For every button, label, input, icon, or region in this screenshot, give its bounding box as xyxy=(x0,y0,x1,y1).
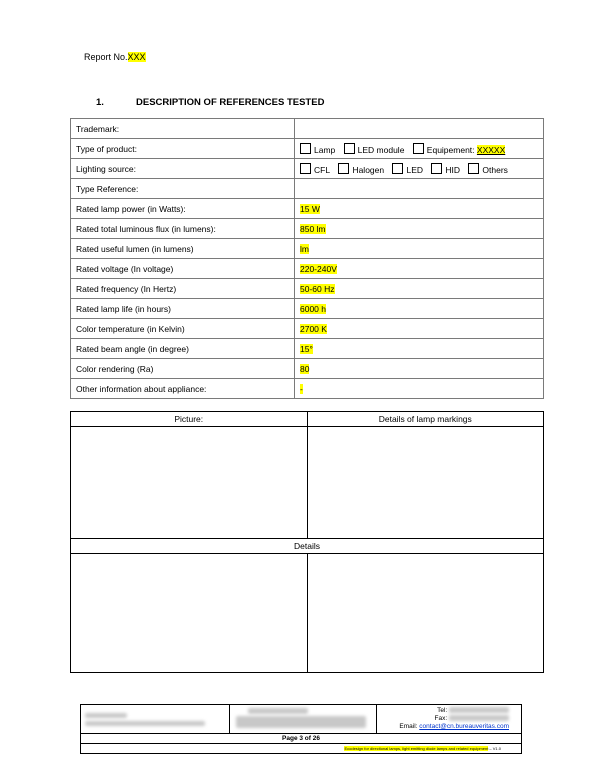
report-number-value: XXX xyxy=(127,52,146,62)
email-link[interactable]: contact@cn.bureauveritas.com xyxy=(419,723,509,730)
highlighted-value: 6000 h xyxy=(300,303,326,314)
section-number: 1. xyxy=(96,97,104,108)
table-row xyxy=(71,319,544,339)
reference-spec-table xyxy=(70,118,544,399)
table-row xyxy=(71,119,544,139)
document-title: Ecodesign for directional lamps, light emitting diode lamps and related equipment – V1.0 xyxy=(344,746,501,751)
checkbox-icon[interactable] xyxy=(431,163,442,174)
checkbox-icon[interactable] xyxy=(413,143,424,154)
page-footer xyxy=(80,704,522,754)
spec-label: Other information about appliance: xyxy=(71,379,295,399)
footer-company-cell xyxy=(230,705,377,733)
lamp-markings-area xyxy=(307,427,544,539)
tel-label: Tel: xyxy=(437,707,448,714)
lighting-option-cfl[interactable]: CFL xyxy=(300,165,330,175)
spec-label: Rated useful lumen (in lumens) xyxy=(71,239,295,259)
details-area-right xyxy=(307,554,544,673)
table-row xyxy=(71,239,544,259)
spec-label: Rated lamp life (in hours) xyxy=(71,299,295,319)
lighting-option-hid[interactable]: HID xyxy=(431,165,460,175)
report-number-label: Report No. xyxy=(84,52,128,62)
table-row xyxy=(71,219,544,239)
section-title: DESCRIPTION OF REFERENCES TESTED xyxy=(136,97,325,108)
type-reference-value xyxy=(295,179,544,199)
spec-label: Color temperature (in Kelvin) xyxy=(71,319,295,339)
product-type-label: Type of product: xyxy=(71,139,295,159)
lighting-option-led[interactable]: LED xyxy=(392,165,423,175)
table-row xyxy=(71,359,544,379)
spec-value xyxy=(295,239,544,259)
section-heading xyxy=(96,97,324,108)
spec-value xyxy=(295,379,544,399)
product-option-equipment[interactable]: Equipement: XXXXX xyxy=(413,145,505,155)
footer-contact-cell xyxy=(377,705,521,733)
product-option-led-module[interactable]: LED module xyxy=(344,145,405,155)
highlighted-value: 15° xyxy=(300,343,313,354)
report-number-line xyxy=(84,52,146,62)
spec-label: Rated total luminous flux (in lumens): xyxy=(71,219,295,239)
checkbox-icon[interactable] xyxy=(392,163,403,174)
highlighted-value: 80 xyxy=(300,363,310,374)
spec-value xyxy=(295,259,544,279)
spec-value xyxy=(295,219,544,239)
spec-label: Rated beam angle (in degree) xyxy=(71,339,295,359)
fax-label: Fax: xyxy=(434,715,448,722)
checkbox-icon[interactable] xyxy=(300,163,311,174)
trademark-label: Trademark: xyxy=(71,119,295,139)
lamp-markings-header: Details of lamp markings xyxy=(307,412,544,427)
email-label: Email: xyxy=(399,723,418,730)
spec-label: Rated lamp power (in Watts): xyxy=(71,199,295,219)
footer-address-cell xyxy=(81,705,230,733)
spec-value xyxy=(295,319,544,339)
checkbox-icon[interactable] xyxy=(300,143,311,154)
spec-value xyxy=(295,339,544,359)
picture-header: Picture: xyxy=(71,412,308,427)
highlighted-value: - xyxy=(300,383,303,394)
spec-label: Rated voltage (In voltage) xyxy=(71,259,295,279)
highlighted-value: 50-60 Hz xyxy=(300,283,335,294)
checkbox-icon[interactable] xyxy=(344,143,355,154)
type-reference-label: Type Reference: xyxy=(71,179,295,199)
product-option-lamp[interactable]: Lamp xyxy=(300,145,335,155)
details-header: Details xyxy=(71,539,544,554)
lighting-option-halogen[interactable]: Halogen xyxy=(338,165,384,175)
spec-value xyxy=(295,279,544,299)
checkbox-icon[interactable] xyxy=(338,163,349,174)
table-row xyxy=(71,199,544,219)
table-row xyxy=(71,379,544,399)
lighting-option-others[interactable]: Others xyxy=(468,165,508,175)
trademark-value xyxy=(295,119,544,139)
picture-table xyxy=(70,411,544,673)
table-row xyxy=(71,299,544,319)
spec-label: Color rendering (Ra) xyxy=(71,359,295,379)
table-row xyxy=(71,159,544,179)
table-row xyxy=(71,259,544,279)
details-area-left xyxy=(71,554,308,673)
spec-value xyxy=(295,199,544,219)
page-number: Page 3 of 26 xyxy=(81,734,521,744)
spec-value xyxy=(295,299,544,319)
highlighted-value: 220-240V xyxy=(300,263,337,274)
product-type-options xyxy=(295,139,544,159)
spec-label: Rated frequency (In Hertz) xyxy=(71,279,295,299)
equipment-value: XXXXX xyxy=(476,144,506,155)
spec-value xyxy=(295,359,544,379)
highlighted-value: 15 W xyxy=(300,203,320,214)
table-row xyxy=(71,279,544,299)
table-row xyxy=(71,339,544,359)
highlighted-value: 850 lm xyxy=(300,223,326,234)
picture-area xyxy=(71,427,308,539)
checkbox-icon[interactable] xyxy=(468,163,479,174)
highlighted-value: lm xyxy=(300,243,309,254)
lighting-source-options xyxy=(295,159,544,179)
highlighted-value: 2700 K xyxy=(300,323,327,334)
table-row xyxy=(71,139,544,159)
table-row xyxy=(71,179,544,199)
lighting-source-label: Lighting source: xyxy=(71,159,295,179)
